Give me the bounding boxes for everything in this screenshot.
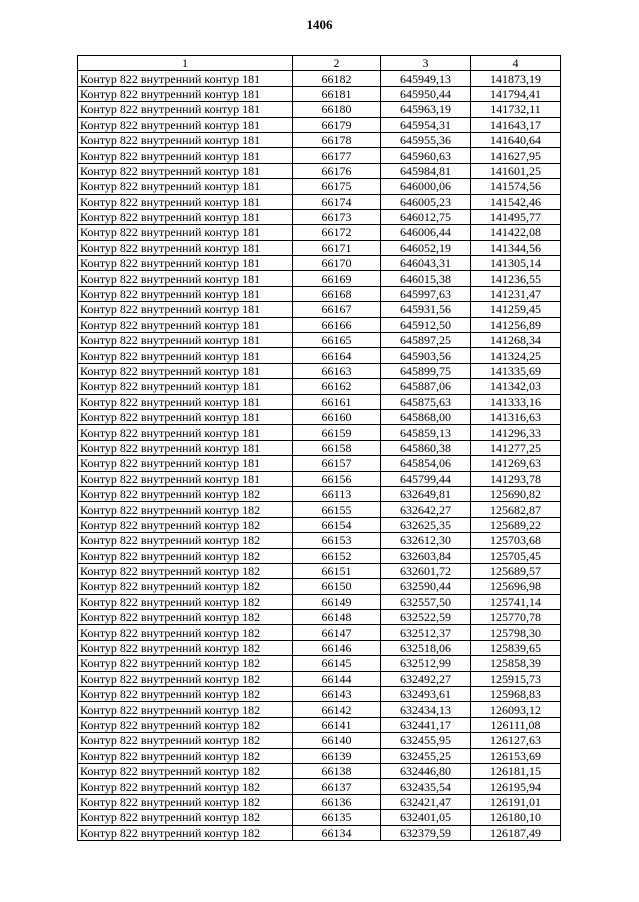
contour-name-cell: Контур 822 внутренний контур 182 bbox=[78, 548, 293, 563]
contour-name-cell: Контур 822 внутренний контур 182 bbox=[78, 702, 293, 717]
y-coordinate-cell: 126191,01 bbox=[471, 794, 561, 809]
x-coordinate-cell: 645903,56 bbox=[381, 348, 471, 363]
y-coordinate-cell: 126111,08 bbox=[471, 717, 561, 732]
y-coordinate-cell: 126187,49 bbox=[471, 825, 561, 840]
contour-name-cell: Контур 822 внутренний контур 181 bbox=[78, 71, 293, 86]
point-number-cell: 66166 bbox=[293, 317, 381, 332]
x-coordinate-cell: 646052,19 bbox=[381, 240, 471, 255]
y-coordinate-cell: 141277,25 bbox=[471, 440, 561, 455]
y-coordinate-cell: 141293,78 bbox=[471, 471, 561, 486]
point-number-cell: 66155 bbox=[293, 502, 381, 517]
x-coordinate-cell: 646012,75 bbox=[381, 209, 471, 224]
contour-name-cell: Контур 822 внутренний контур 181 bbox=[78, 102, 293, 117]
point-number-cell: 66152 bbox=[293, 548, 381, 563]
point-number-cell: 66179 bbox=[293, 117, 381, 132]
x-coordinate-cell: 632401,05 bbox=[381, 810, 471, 825]
table-row bbox=[78, 286, 561, 301]
y-coordinate-cell: 141231,47 bbox=[471, 286, 561, 301]
table-row bbox=[78, 317, 561, 332]
table-row bbox=[78, 194, 561, 209]
x-coordinate-cell: 645799,44 bbox=[381, 471, 471, 486]
page-number: 1406 bbox=[306, 17, 333, 32]
contour-name-cell: Контур 822 внутренний контур 182 bbox=[78, 717, 293, 732]
x-coordinate-cell: 632455,25 bbox=[381, 748, 471, 763]
table-row bbox=[78, 810, 561, 825]
table-row bbox=[78, 640, 561, 655]
contour-name-cell: Контур 822 внутренний контур 182 bbox=[78, 794, 293, 809]
point-number-cell: 66134 bbox=[293, 825, 381, 840]
y-coordinate-cell: 125682,87 bbox=[471, 502, 561, 517]
point-number-cell: 66113 bbox=[293, 486, 381, 501]
point-number-cell: 66149 bbox=[293, 594, 381, 609]
y-coordinate-cell: 141259,45 bbox=[471, 302, 561, 317]
table-row bbox=[78, 209, 561, 224]
x-coordinate-cell: 645868,00 bbox=[381, 409, 471, 424]
point-number-cell: 66142 bbox=[293, 702, 381, 717]
x-coordinate-cell: 646015,38 bbox=[381, 271, 471, 286]
y-coordinate-cell: 141236,55 bbox=[471, 271, 561, 286]
contour-name-cell: Контур 822 внутренний контур 182 bbox=[78, 579, 293, 594]
contour-name-cell: Контур 822 внутренний контур 181 bbox=[78, 456, 293, 471]
y-coordinate-cell: 141542,46 bbox=[471, 194, 561, 209]
table-row bbox=[78, 271, 561, 286]
point-number-cell: 66171 bbox=[293, 240, 381, 255]
contour-name-cell: Контур 822 внутренний контур 181 bbox=[78, 317, 293, 332]
header-cell-2: 2 bbox=[293, 56, 381, 71]
y-coordinate-cell: 141296,33 bbox=[471, 425, 561, 440]
x-coordinate-cell: 645955,36 bbox=[381, 132, 471, 147]
contour-name-cell: Контур 822 внутренний контур 182 bbox=[78, 763, 293, 778]
point-number-cell: 66150 bbox=[293, 579, 381, 594]
contour-name-cell: Контур 822 внутренний контур 182 bbox=[78, 486, 293, 501]
table-row bbox=[78, 148, 561, 163]
x-coordinate-cell: 632434,13 bbox=[381, 702, 471, 717]
x-coordinate-cell: 645860,38 bbox=[381, 440, 471, 455]
y-coordinate-cell: 125689,22 bbox=[471, 517, 561, 532]
point-number-cell: 66135 bbox=[293, 810, 381, 825]
contour-name-cell: Контур 822 внутренний контур 182 bbox=[78, 656, 293, 671]
point-number-cell: 66143 bbox=[293, 687, 381, 702]
contour-name-cell: Контур 822 внутренний контур 182 bbox=[78, 517, 293, 532]
y-coordinate-cell: 125689,57 bbox=[471, 563, 561, 578]
x-coordinate-cell: 632421,47 bbox=[381, 794, 471, 809]
x-coordinate-cell: 645912,50 bbox=[381, 317, 471, 332]
x-coordinate-cell: 632625,35 bbox=[381, 517, 471, 532]
y-coordinate-cell: 141256,89 bbox=[471, 317, 561, 332]
x-coordinate-cell: 645897,25 bbox=[381, 333, 471, 348]
y-coordinate-cell: 125968,83 bbox=[471, 687, 561, 702]
x-coordinate-cell: 632512,99 bbox=[381, 656, 471, 671]
table-row bbox=[78, 379, 561, 394]
contour-name-cell: Контур 822 внутренний контур 181 bbox=[78, 333, 293, 348]
x-coordinate-cell: 632642,27 bbox=[381, 502, 471, 517]
point-number-cell: 66154 bbox=[293, 517, 381, 532]
point-number-cell: 66168 bbox=[293, 286, 381, 301]
contour-name-cell: Контур 822 внутренний контур 181 bbox=[78, 240, 293, 255]
point-number-cell: 66174 bbox=[293, 194, 381, 209]
table-row bbox=[78, 779, 561, 794]
x-coordinate-cell: 632603,84 bbox=[381, 548, 471, 563]
contour-name-cell: Контур 822 внутренний контур 182 bbox=[78, 687, 293, 702]
point-number-cell: 66140 bbox=[293, 733, 381, 748]
contour-name-cell: Контур 822 внутренний контур 182 bbox=[78, 533, 293, 548]
table-row bbox=[78, 533, 561, 548]
y-coordinate-cell: 141495,77 bbox=[471, 209, 561, 224]
y-coordinate-cell: 141269,63 bbox=[471, 456, 561, 471]
contour-name-cell: Контур 822 внутренний контур 181 bbox=[78, 440, 293, 455]
table-row bbox=[78, 409, 561, 424]
table-row bbox=[78, 102, 561, 117]
x-coordinate-cell: 632522,59 bbox=[381, 610, 471, 625]
x-coordinate-cell: 632557,50 bbox=[381, 594, 471, 609]
table-row bbox=[78, 733, 561, 748]
point-number-cell: 66158 bbox=[293, 440, 381, 455]
x-coordinate-cell: 632612,30 bbox=[381, 533, 471, 548]
contour-name-cell: Контур 822 внутренний контур 181 bbox=[78, 425, 293, 440]
x-coordinate-cell: 632601,72 bbox=[381, 563, 471, 578]
x-coordinate-cell: 645887,06 bbox=[381, 379, 471, 394]
contour-name-cell: Контур 822 внутренний контур 181 bbox=[78, 348, 293, 363]
contour-name-cell: Контур 822 внутренний контур 182 bbox=[78, 779, 293, 794]
table-row bbox=[78, 363, 561, 378]
point-number-cell: 66148 bbox=[293, 610, 381, 625]
table-row bbox=[78, 348, 561, 363]
table-row bbox=[78, 132, 561, 147]
y-coordinate-cell: 125690,82 bbox=[471, 486, 561, 501]
x-coordinate-cell: 646043,31 bbox=[381, 256, 471, 271]
table-row bbox=[78, 794, 561, 809]
y-coordinate-cell: 141335,69 bbox=[471, 363, 561, 378]
point-number-cell: 66170 bbox=[293, 256, 381, 271]
x-coordinate-cell: 645854,06 bbox=[381, 456, 471, 471]
point-number-cell: 66157 bbox=[293, 456, 381, 471]
header-cell-1: 1 bbox=[78, 56, 293, 71]
point-number-cell: 66139 bbox=[293, 748, 381, 763]
y-coordinate-cell: 125839,65 bbox=[471, 640, 561, 655]
y-coordinate-cell: 125741,14 bbox=[471, 594, 561, 609]
point-number-cell: 66180 bbox=[293, 102, 381, 117]
contour-name-cell: Контур 822 внутренний контур 181 bbox=[78, 86, 293, 101]
table-row bbox=[78, 302, 561, 317]
point-number-cell: 66156 bbox=[293, 471, 381, 486]
point-number-cell: 66146 bbox=[293, 640, 381, 655]
y-coordinate-cell: 125798,30 bbox=[471, 625, 561, 640]
y-coordinate-cell: 141873,19 bbox=[471, 71, 561, 86]
table-row bbox=[78, 333, 561, 348]
y-coordinate-cell: 125915,73 bbox=[471, 671, 561, 686]
contour-name-cell: Контур 822 внутренний контур 181 bbox=[78, 271, 293, 286]
table-row bbox=[78, 656, 561, 671]
header-cell-4: 4 bbox=[471, 56, 561, 71]
coordinates-table bbox=[77, 55, 561, 841]
table-row bbox=[78, 610, 561, 625]
x-coordinate-cell: 645954,31 bbox=[381, 117, 471, 132]
table-row bbox=[78, 71, 561, 86]
table-row bbox=[78, 117, 561, 132]
y-coordinate-cell: 141316,63 bbox=[471, 409, 561, 424]
contour-name-cell: Контур 822 внутренний контур 181 bbox=[78, 148, 293, 163]
table-row bbox=[78, 517, 561, 532]
table-row bbox=[78, 763, 561, 778]
x-coordinate-cell: 632493,61 bbox=[381, 687, 471, 702]
point-number-cell: 66138 bbox=[293, 763, 381, 778]
y-coordinate-cell: 141627,95 bbox=[471, 148, 561, 163]
point-number-cell: 66172 bbox=[293, 225, 381, 240]
x-coordinate-cell: 632455,95 bbox=[381, 733, 471, 748]
y-coordinate-cell: 141574,56 bbox=[471, 179, 561, 194]
y-coordinate-cell: 126181,15 bbox=[471, 763, 561, 778]
table-body bbox=[78, 71, 561, 841]
point-number-cell: 66169 bbox=[293, 271, 381, 286]
table-row bbox=[78, 502, 561, 517]
y-coordinate-cell: 126153,69 bbox=[471, 748, 561, 763]
contour-name-cell: Контур 822 внутренний контур 182 bbox=[78, 810, 293, 825]
contour-name-cell: Контур 822 внутренний контур 182 bbox=[78, 610, 293, 625]
table-row bbox=[78, 256, 561, 271]
y-coordinate-cell: 141732,11 bbox=[471, 102, 561, 117]
table-row bbox=[78, 702, 561, 717]
table-row bbox=[78, 687, 561, 702]
contour-name-cell: Контур 822 внутренний контур 182 bbox=[78, 625, 293, 640]
y-coordinate-cell: 126093,12 bbox=[471, 702, 561, 717]
point-number-cell: 66159 bbox=[293, 425, 381, 440]
table-row bbox=[78, 563, 561, 578]
contour-name-cell: Контур 822 внутренний контур 182 bbox=[78, 594, 293, 609]
table-row bbox=[78, 825, 561, 840]
table-row bbox=[78, 548, 561, 563]
x-coordinate-cell: 645963,19 bbox=[381, 102, 471, 117]
table-row bbox=[78, 717, 561, 732]
x-coordinate-cell: 645899,75 bbox=[381, 363, 471, 378]
x-coordinate-cell: 645875,63 bbox=[381, 394, 471, 409]
table-row bbox=[78, 440, 561, 455]
contour-name-cell: Контур 822 внутренний контур 182 bbox=[78, 733, 293, 748]
x-coordinate-cell: 632435,54 bbox=[381, 779, 471, 794]
y-coordinate-cell: 125703,68 bbox=[471, 533, 561, 548]
x-coordinate-cell: 645949,13 bbox=[381, 71, 471, 86]
table-row bbox=[78, 394, 561, 409]
y-coordinate-cell: 125696,98 bbox=[471, 579, 561, 594]
point-number-cell: 66161 bbox=[293, 394, 381, 409]
table-row bbox=[78, 86, 561, 101]
x-coordinate-cell: 632446,80 bbox=[381, 763, 471, 778]
point-number-cell: 66151 bbox=[293, 563, 381, 578]
x-coordinate-cell: 645859,13 bbox=[381, 425, 471, 440]
point-number-cell: 66136 bbox=[293, 794, 381, 809]
contour-name-cell: Контур 822 внутренний контур 181 bbox=[78, 363, 293, 378]
contour-name-cell: Контур 822 внутренний контур 182 bbox=[78, 748, 293, 763]
contour-name-cell: Контур 822 внутренний контур 181 bbox=[78, 194, 293, 209]
contour-name-cell: Контур 822 внутренний контур 181 bbox=[78, 394, 293, 409]
contour-name-cell: Контур 822 внутренний контур 181 bbox=[78, 256, 293, 271]
contour-name-cell: Контур 822 внутренний контур 182 bbox=[78, 671, 293, 686]
x-coordinate-cell: 646006,44 bbox=[381, 225, 471, 240]
point-number-cell: 66160 bbox=[293, 409, 381, 424]
contour-name-cell: Контур 822 внутренний контур 181 bbox=[78, 409, 293, 424]
x-coordinate-cell: 632518,06 bbox=[381, 640, 471, 655]
table-row bbox=[78, 240, 561, 255]
x-coordinate-cell: 645984,81 bbox=[381, 163, 471, 178]
table-row bbox=[78, 594, 561, 609]
point-number-cell: 66141 bbox=[293, 717, 381, 732]
point-number-cell: 66162 bbox=[293, 379, 381, 394]
point-number-cell: 66173 bbox=[293, 209, 381, 224]
table-row bbox=[78, 471, 561, 486]
point-number-cell: 66153 bbox=[293, 533, 381, 548]
x-coordinate-cell: 645960,63 bbox=[381, 148, 471, 163]
contour-name-cell: Контур 822 внутренний контур 181 bbox=[78, 117, 293, 132]
point-number-cell: 66163 bbox=[293, 363, 381, 378]
contour-name-cell: Контур 822 внутренний контур 181 bbox=[78, 163, 293, 178]
point-number-cell: 66182 bbox=[293, 71, 381, 86]
y-coordinate-cell: 125858,39 bbox=[471, 656, 561, 671]
point-number-cell: 66175 bbox=[293, 179, 381, 194]
y-coordinate-cell: 141422,08 bbox=[471, 225, 561, 240]
x-coordinate-cell: 646000,06 bbox=[381, 179, 471, 194]
table-row bbox=[78, 579, 561, 594]
table-row bbox=[78, 748, 561, 763]
point-number-cell: 66147 bbox=[293, 625, 381, 640]
table-row bbox=[78, 625, 561, 640]
header-row bbox=[78, 56, 561, 71]
y-coordinate-cell: 141324,25 bbox=[471, 348, 561, 363]
y-coordinate-cell: 126195,94 bbox=[471, 779, 561, 794]
table-row bbox=[78, 486, 561, 501]
table-row bbox=[78, 671, 561, 686]
table-row bbox=[78, 425, 561, 440]
point-number-cell: 66164 bbox=[293, 348, 381, 363]
y-coordinate-cell: 141305,14 bbox=[471, 256, 561, 271]
point-number-cell: 66165 bbox=[293, 333, 381, 348]
x-coordinate-cell: 645997,63 bbox=[381, 286, 471, 301]
x-coordinate-cell: 632379,59 bbox=[381, 825, 471, 840]
y-coordinate-cell: 141794,41 bbox=[471, 86, 561, 101]
contour-name-cell: Контур 822 внутренний контур 181 bbox=[78, 209, 293, 224]
x-coordinate-cell: 632590,44 bbox=[381, 579, 471, 594]
y-coordinate-cell: 141268,34 bbox=[471, 333, 561, 348]
table-header bbox=[78, 56, 561, 71]
table-row bbox=[78, 456, 561, 471]
point-number-cell: 66144 bbox=[293, 671, 381, 686]
x-coordinate-cell: 632649,81 bbox=[381, 486, 471, 501]
y-coordinate-cell: 141643,17 bbox=[471, 117, 561, 132]
contour-name-cell: Контур 822 внутренний контур 182 bbox=[78, 563, 293, 578]
contour-name-cell: Контур 822 внутренний контур 182 bbox=[78, 640, 293, 655]
point-number-cell: 66137 bbox=[293, 779, 381, 794]
table-row bbox=[78, 225, 561, 240]
point-number-cell: 66177 bbox=[293, 148, 381, 163]
contour-name-cell: Контур 822 внутренний контур 182 bbox=[78, 825, 293, 840]
table-row bbox=[78, 179, 561, 194]
y-coordinate-cell: 141601,25 bbox=[471, 163, 561, 178]
x-coordinate-cell: 632492,27 bbox=[381, 671, 471, 686]
header-cell-3: 3 bbox=[381, 56, 471, 71]
y-coordinate-cell: 125770,78 bbox=[471, 610, 561, 625]
contour-name-cell: Контур 822 внутренний контур 181 bbox=[78, 286, 293, 301]
x-coordinate-cell: 632441,17 bbox=[381, 717, 471, 732]
y-coordinate-cell: 126127,63 bbox=[471, 733, 561, 748]
contour-name-cell: Контур 822 внутренний контур 181 bbox=[78, 225, 293, 240]
contour-name-cell: Контур 822 внутренний контур 181 bbox=[78, 379, 293, 394]
y-coordinate-cell: 125705,45 bbox=[471, 548, 561, 563]
x-coordinate-cell: 646005,23 bbox=[381, 194, 471, 209]
contour-name-cell: Контур 822 внутренний контур 181 bbox=[78, 302, 293, 317]
y-coordinate-cell: 141342,03 bbox=[471, 379, 561, 394]
y-coordinate-cell: 126180,10 bbox=[471, 810, 561, 825]
contour-name-cell: Контур 822 внутренний контур 182 bbox=[78, 502, 293, 517]
point-number-cell: 66167 bbox=[293, 302, 381, 317]
contour-name-cell: Контур 822 внутренний контур 181 bbox=[78, 471, 293, 486]
point-number-cell: 66181 bbox=[293, 86, 381, 101]
point-number-cell: 66178 bbox=[293, 132, 381, 147]
y-coordinate-cell: 141640,64 bbox=[471, 132, 561, 147]
y-coordinate-cell: 141344,56 bbox=[471, 240, 561, 255]
point-number-cell: 66145 bbox=[293, 656, 381, 671]
x-coordinate-cell: 645950,44 bbox=[381, 86, 471, 101]
x-coordinate-cell: 632512,37 bbox=[381, 625, 471, 640]
x-coordinate-cell: 645931,56 bbox=[381, 302, 471, 317]
table-row bbox=[78, 163, 561, 178]
contour-name-cell: Контур 822 внутренний контур 181 bbox=[78, 179, 293, 194]
y-coordinate-cell: 141333,16 bbox=[471, 394, 561, 409]
point-number-cell: 66176 bbox=[293, 163, 381, 178]
contour-name-cell: Контур 822 внутренний контур 181 bbox=[78, 132, 293, 147]
